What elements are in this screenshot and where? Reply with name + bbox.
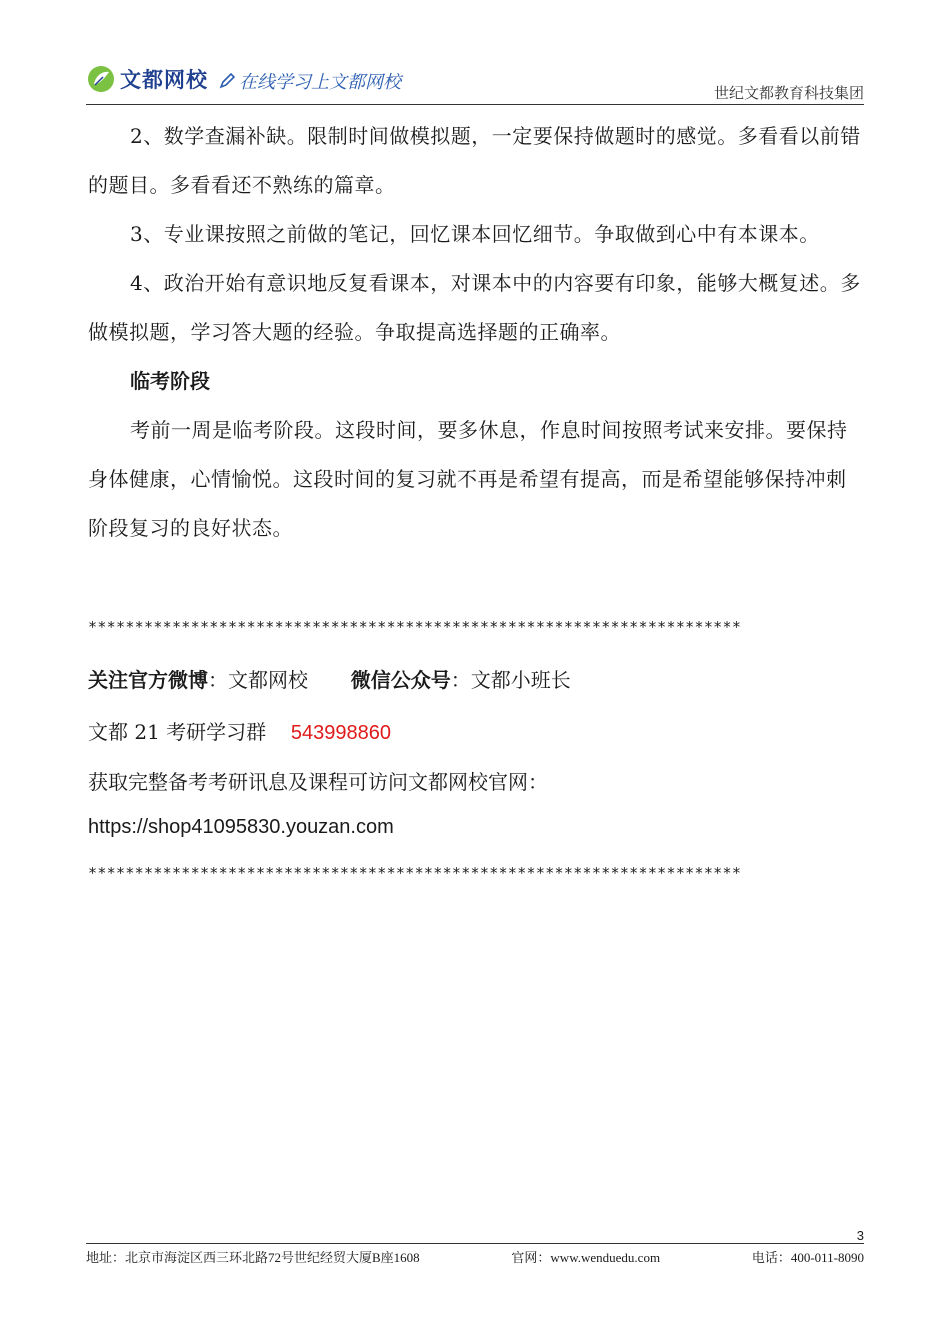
page-number: 3 <box>856 1228 864 1243</box>
slogan-text: 在线学习上文都网校 <box>239 72 401 93</box>
footer-phone: 电话：400-011-8090 <box>751 1250 864 1265</box>
company-name: 世纪文都教育科技集团 <box>713 84 864 102</box>
footer-website[interactable]: 官网：www.wenduedu.com <box>511 1250 661 1265</box>
pen-icon <box>218 72 236 90</box>
weibo-value: ：文都网校 <box>208 668 308 692</box>
paragraph-math: 2、数学查漏补缺。限制时间做模拟题，一定要保持做题时的感觉。多看看以前错的题目。多看看还不熟练的篇章。 <box>88 124 861 197</box>
study-group-number[interactable]: 543998860 <box>290 722 391 744</box>
paragraph-politics: 4、政治开始有意识地反复看课本，对课本中的内容要有印象，能够大概复述。多做模拟题，学习答大题的经验。争取提高选择题的正确率。 <box>88 271 861 344</box>
wechat-value: ：文都小班长 <box>450 668 571 692</box>
page-footer <box>86 1243 864 1266</box>
visit-text: 获取完整备考考研讯息及课程可访问文都网校官网： <box>88 770 548 794</box>
study-group-line <box>88 716 391 745</box>
divider-top: ********************************************************************** <box>88 618 742 636</box>
wechat-label: 微信公众号 <box>350 668 451 692</box>
shop-url-link[interactable]: https://shop41095830.youzan.com <box>88 816 394 838</box>
divider-bottom: ********************************************************************** <box>88 864 742 882</box>
weibo-label: 关注官方微博 <box>88 668 208 692</box>
brand-logo[interactable] <box>86 64 208 94</box>
page-header <box>86 62 864 105</box>
main-content <box>88 112 864 553</box>
study-group-label: 文都 21 考研学习群 <box>88 720 267 744</box>
section-heading: 临考阶段 <box>130 369 210 393</box>
paragraph-major: 3、专业课按照之前做的笔记，回忆课本回忆细节。争取做到心中有本课本。 <box>130 222 820 246</box>
slogan <box>218 68 401 94</box>
social-line <box>88 664 571 693</box>
paragraph-final-week: 考前一周是临考阶段。这段时间，要多休息，作息时间按照考试来安排。要保持身体健康，心情愉悦。这段时间的复习就不再是希望有提高，而是希望能够保持冲刺阶段复习的良好状态。 <box>88 418 848 540</box>
logo-text: 文都网校 <box>120 68 208 92</box>
footer-address: 地址：北京市海淀区西三环北路72号世纪经贸大厦B座1608 <box>86 1250 420 1265</box>
leaf-logo-icon <box>86 64 116 94</box>
